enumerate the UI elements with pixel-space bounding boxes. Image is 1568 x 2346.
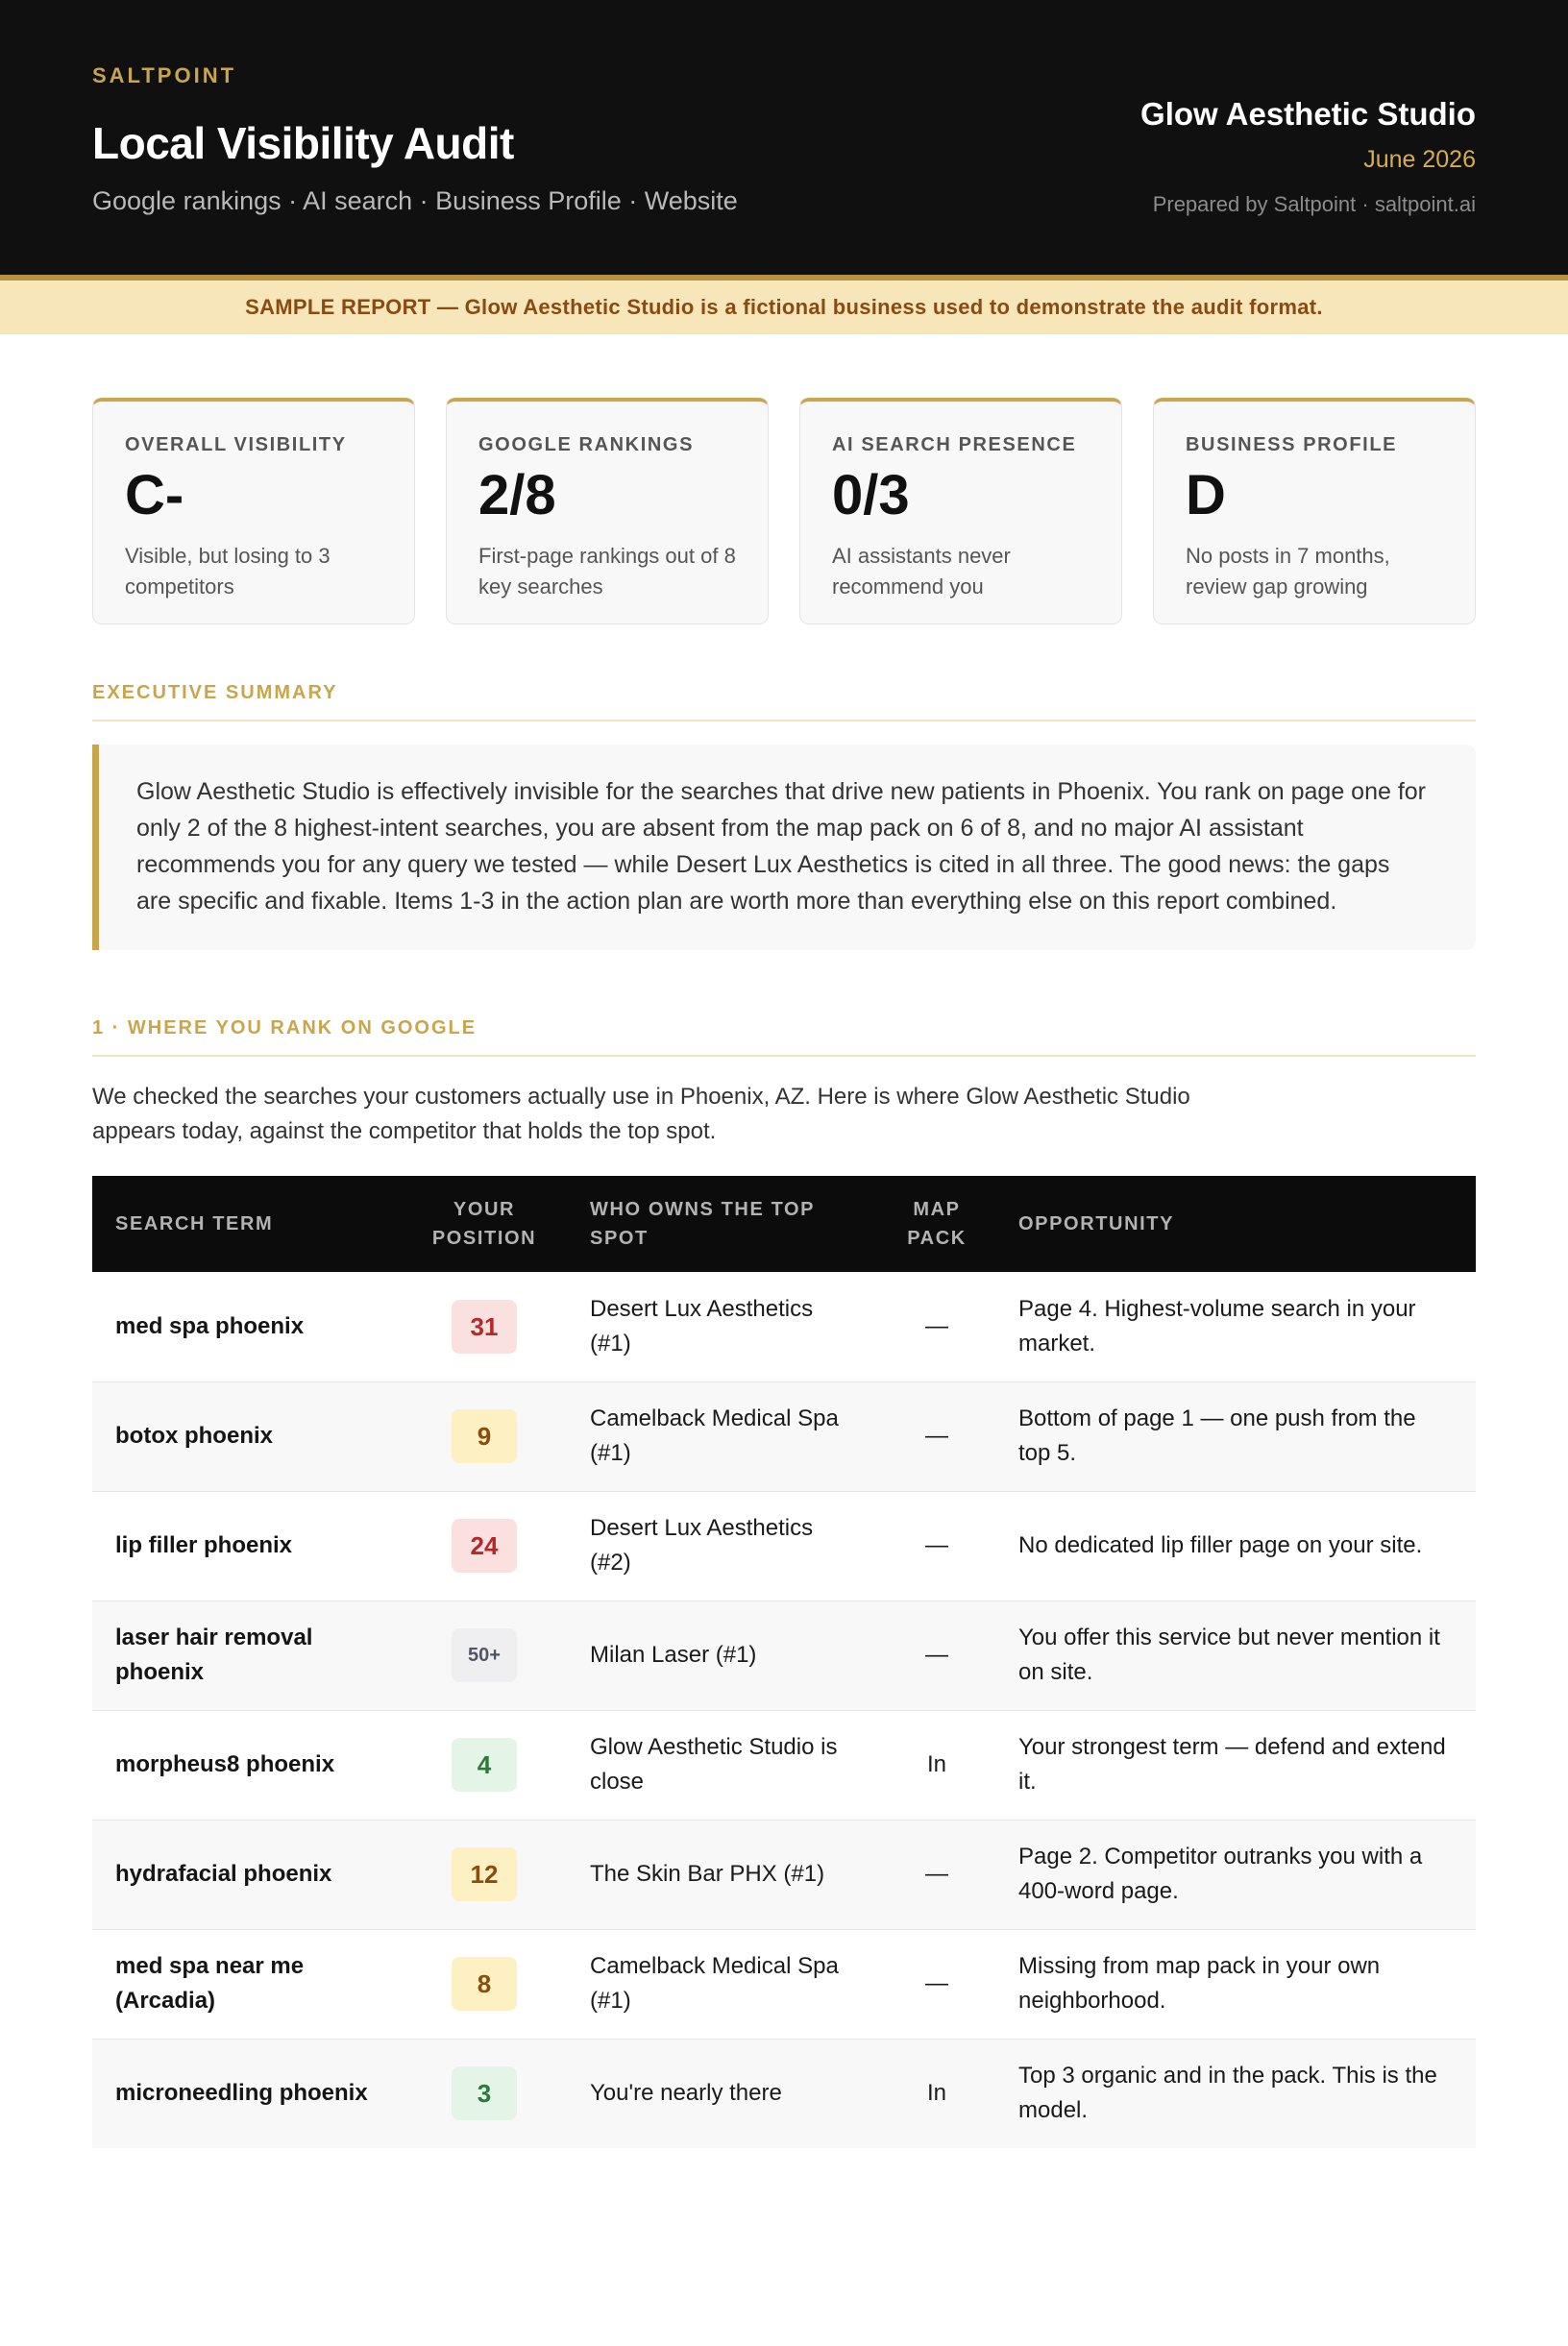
search-term: lip filler phoenix xyxy=(115,1532,293,1558)
score-cards xyxy=(92,398,1476,624)
prepared-by: Prepared by Saltpoint · saltpoint.ai xyxy=(1152,192,1476,216)
opportunity-note: Your strongest term — defend and extend it. xyxy=(1018,1734,1446,1795)
column-header-map-pack: MAP PACK xyxy=(907,1199,967,1249)
search-term: morpheus8 phoenix xyxy=(115,1751,335,1777)
search-term: med spa near me (Arcadia) xyxy=(115,1953,305,2014)
score-card-description: Visible, but losing to 3 competitors xyxy=(125,544,331,599)
column-header-top-spot: WHO OWNS THE TOP SPOT xyxy=(590,1199,815,1249)
score-card-value: 0/3 xyxy=(832,464,910,526)
top-spot-owner: Camelback Medical Spa (#1) xyxy=(590,1953,839,2014)
table-row xyxy=(92,1272,1476,1381)
map-pack-status: In xyxy=(926,2080,946,2107)
opportunity-note: Bottom of page 1 — one push from the top 5. xyxy=(1018,1405,1416,1466)
score-card-value: C- xyxy=(125,464,184,526)
opportunity-note: You offer this service but never mention it on site. xyxy=(1018,1625,1440,1685)
position-badge: 8 xyxy=(452,1957,517,2011)
map-pack-status: — xyxy=(925,1532,948,1558)
score-card-value: 2/8 xyxy=(478,464,556,526)
opportunity-note: Page 4. Highest-volume search in your market. xyxy=(1018,1295,1416,1356)
table-row xyxy=(92,1929,1476,2039)
table-row xyxy=(92,1601,1476,1710)
score-card-business-profile xyxy=(1153,398,1476,624)
score-card-description: AI assistants never recommend you xyxy=(832,544,1011,599)
opportunity-note: Missing from map pack in your own neighborhood. xyxy=(1018,1953,1381,2014)
search-term: botox phoenix xyxy=(115,1423,273,1449)
search-term: med spa phoenix xyxy=(115,1312,305,1339)
score-card-label: OVERALL VISIBILITY xyxy=(125,434,347,455)
position-badge: 12 xyxy=(452,1847,517,1901)
position-badge: 9 xyxy=(452,1409,517,1463)
score-card-overall xyxy=(92,398,415,624)
top-spot-owner: Camelback Medical Spa (#1) xyxy=(590,1405,839,1466)
rankings-heading: 1 · WHERE YOU RANK ON GOOGLE xyxy=(92,1017,1476,1057)
top-spot-owner: You're nearly there xyxy=(590,2080,782,2107)
map-pack-status: — xyxy=(925,1423,948,1449)
table-row xyxy=(92,1491,1476,1601)
sample-banner: SAMPLE REPORT — Glow Aesthetic Studio is a fictional business used to demonstrate the audit format. xyxy=(0,281,1568,334)
report-title: Local Visibility Audit xyxy=(92,118,514,168)
opportunity-note: Top 3 organic and in the pack. This is the model. xyxy=(1018,2063,1437,2124)
rankings-table xyxy=(92,1176,1476,2148)
client-name: Glow Aesthetic Studio xyxy=(1140,96,1476,132)
table-header-row xyxy=(92,1176,1476,1272)
executive-summary-text: Glow Aesthetic Studio is effectively invisible for the searches that drive new patients in Phoenix. You rank on page one for only 2 of the 8 highest-intent searches, you are absent from the map pack on 6 of 8, and no major AI assistant recommends you for any query we tested — while Desert Lux Aesthetics is cited in all three. The good news: the gaps are specific and fixable. Items 1-3 in the action plan are worth more than everything else on this report combined. xyxy=(92,745,1476,950)
search-term: hydrafacial phoenix xyxy=(115,1861,332,1887)
column-header-search-term: SEARCH TERM xyxy=(115,1213,274,1234)
score-card-label: GOOGLE RANKINGS xyxy=(478,434,695,455)
column-header-position: YOUR POSITION xyxy=(431,1199,537,1249)
table-row xyxy=(92,1381,1476,1491)
score-card-description: First-page rankings out of 8 key searches xyxy=(478,544,736,599)
map-pack-status: — xyxy=(925,1861,948,1887)
score-card-rankings xyxy=(446,398,769,624)
opportunity-note: No dedicated lip filler page on your site. xyxy=(1018,1532,1423,1558)
top-spot-owner: Desert Lux Aesthetics (#2) xyxy=(590,1515,814,1576)
report-content xyxy=(0,398,1568,2148)
score-card-description: No posts in 7 months, review gap growing xyxy=(1186,544,1390,599)
map-pack-status: In xyxy=(926,1751,946,1777)
top-spot-owner: The Skin Bar PHX (#1) xyxy=(590,1861,825,1887)
search-term: microneedling phoenix xyxy=(115,2080,368,2107)
position-badge: 3 xyxy=(452,2066,517,2120)
top-spot-owner: Desert Lux Aesthetics (#1) xyxy=(590,1295,814,1356)
report-header xyxy=(0,0,1568,275)
search-term: laser hair removal phoenix xyxy=(115,1625,313,1685)
top-spot-owner: Milan Laser (#1) xyxy=(590,1642,757,1668)
table-row xyxy=(92,1710,1476,1820)
map-pack-status: — xyxy=(925,1970,948,1996)
column-header-opportunity: OPPORTUNITY xyxy=(1018,1213,1175,1234)
position-badge: 4 xyxy=(452,1738,517,1792)
position-badge: 24 xyxy=(452,1519,517,1573)
report-date: June 2026 xyxy=(1363,146,1476,173)
brand-name: SALTPOINT xyxy=(92,63,237,87)
executive-summary-heading: EXECUTIVE SUMMARY xyxy=(92,682,1476,721)
rankings-intro: We checked the searches your customers actually use in Phoenix, AZ. Here is where Glow Aesthetic Studio appears today, against the competitor that holds the top spot. xyxy=(92,1084,1190,1144)
score-card-label: BUSINESS PROFILE xyxy=(1186,434,1398,455)
map-pack-status: — xyxy=(925,1642,948,1668)
top-spot-owner: Glow Aesthetic Studio is close xyxy=(590,1734,838,1795)
score-card-label: AI SEARCH PRESENCE xyxy=(832,434,1077,455)
position-badge: 31 xyxy=(452,1300,517,1354)
opportunity-note: Page 2. Competitor outranks you with a 400-word page. xyxy=(1018,1844,1423,1904)
map-pack-status: — xyxy=(925,1312,948,1339)
table-row xyxy=(92,2039,1476,2148)
report-subtitle: Google rankings · AI search · Business Profile · Website xyxy=(92,186,738,215)
position-badge: 50+ xyxy=(452,1628,517,1682)
score-card-value: D xyxy=(1186,464,1226,526)
table-row xyxy=(92,1820,1476,1929)
score-card-ai-search xyxy=(799,398,1122,624)
